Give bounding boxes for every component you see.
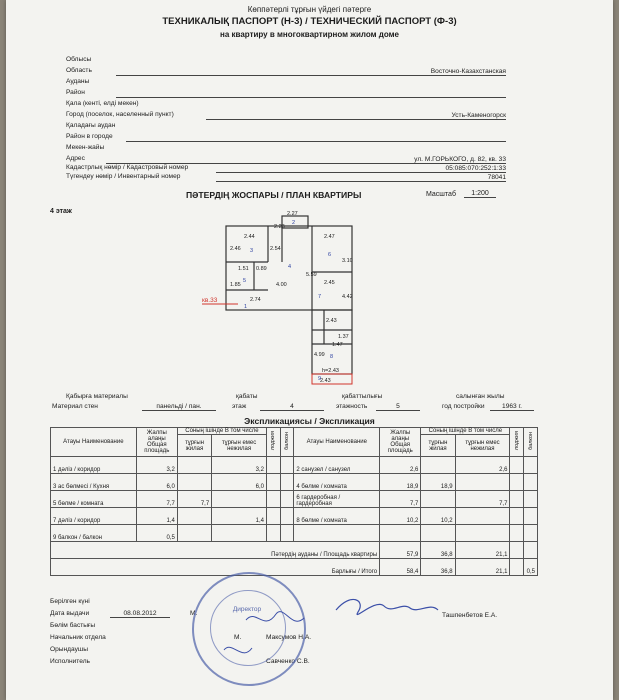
address-row: Мекен-жайы <box>66 144 105 151</box>
floor-value: 4 <box>260 403 324 411</box>
address-row: Район в городе <box>66 133 506 142</box>
room-number: 6 <box>328 252 332 258</box>
dim-label: 2.46 <box>230 246 241 252</box>
director-name: Ташпенбетов Е.А. <box>442 612 498 619</box>
seal-text: Директор <box>232 606 262 613</box>
executor-name: Савченко С.В. <box>266 658 310 665</box>
dim-label: 4.42 <box>342 294 353 300</box>
passport-sheet: Көппәтерлі тұрғын үйдегі пәтерге ТЕХНИКАЛЫҚ ПАСПОРТ (Н-3) / ТЕХНИЧЕСКИЙ ПАСПОРТ (Ф-3) на квартиру в многоквартирном жилом доме Облысы Область Восточно-Казахстанская Ауданы Район Қала (кенті, елді мекен) Город (поселок, населенный пункт) Усть-Каменогорск Қаладағы аудан Район в городе Мекен-жайы Адрес ул. М.ГОРЬКОГО, д. 82, кв. 33 Кадастрлық нөмір / Кадастровый номер 05:085:070:252:1:33 Түгендеу нөмір / Инвентарный номер 78041 ПӘТЕРДІҢ ЖОСПАРЫ / ПЛАН КВАРТИРЫ Масштаб 1:200 4 этаж 2.27 2.23 2.44 2.46 2.54 2.47 3.10 1.51 0.89 5.59 1.85 4.00 2.45 4.42 2.74 2.43 1.37 1.47 4.99 2.43 h=2.43 кв.33 2 3 5 1 4 7 6 8 9 Қабырға материалы Материал стен панельді / пан. қабаты этаж 4 қабаттылығы этажность 5 салынған жылы год постройки 1963 г. Экспликациясы / Экспликация Атауы Наименование Жалпы алаңы Общая площадь Соның ішінде В том числе лоджия балкон Атауы Наименование Жалпы алаңы Общая площадь Соның ішінде В том числе лоджия балкон тұрғын жилая тұрғын емес нежилая тұрғын жилая тұрғын емес нежилая 1 дәліз / коридор 3,2 3,2 2 санузел / санузел 2,6 2,6 3 ас бөлмесі / Кухня 6,0 6,0 4 бөлме / комната 18,9 18,9 5 бөлме / комната 7,7 7,7 6 гардеробная / гардеробная 7,7 7,7 7 дәліз / коридор 1,4 1,4 8 бөлме / комната 10,2 10,2 9 балкон / балкон 0,5 Пәтердің ауданы / Площадь квартиры 57,9 36,8 21,1 Барлығы / Итого 58,4 36,8 21,1 0,5 Берілген күні Дата выдачи 08.08.2012 М. Бөлім бастығы Начальник отдела М. Максумов Н.А. Орындаушы Исполнитель Савченко С.В. Ташпенбетов Е.А. Директор <box>6 0 613 700</box>
room-number: 9 <box>318 376 322 382</box>
dim-label: 2.43 <box>326 318 337 324</box>
room-number: 7 <box>318 294 322 300</box>
dim-label: 0.89 <box>256 266 267 272</box>
dim-label: 2.45 <box>324 280 335 286</box>
explication-table <box>50 427 538 576</box>
dim-label: 2.54 <box>270 246 281 252</box>
address-row: Ауданы <box>66 78 90 85</box>
col-header-loggia: лоджия <box>267 428 281 457</box>
seal-inner-ring <box>210 590 286 666</box>
dim-label: 4.00 <box>276 282 287 288</box>
room-number: 4 <box>288 264 292 270</box>
address-row: Район <box>66 89 506 98</box>
title-sub: на квартиру в многоквартирном жилом доме <box>220 30 399 39</box>
floor-plan <box>6 0 613 700</box>
dim-label: 2.23 <box>274 224 285 230</box>
dim-label: 4.99 <box>314 352 325 358</box>
col-header-living: тұрғын жилая <box>421 435 455 457</box>
subtotal-row: Пәтердің ауданы / Площадь квартиры 57,9 36,8 21,1 <box>51 542 538 559</box>
table-row: 9 балкон / балкон 0,5 <box>51 525 538 542</box>
col-header-name: Атауы Наименование <box>294 428 380 457</box>
head-name: Максумов Н.А. <box>266 634 312 641</box>
col-header-incl: Соның ішінде В том числе <box>421 428 510 435</box>
room-number: 3 <box>250 248 254 254</box>
scale-label: Масштаб <box>426 191 456 198</box>
dim-label: 2.47 <box>324 234 335 240</box>
storeys-value: 5 <box>376 403 420 411</box>
table-row: 1 дәліз / коридор 3,2 3,2 2 санузел / санузел 2,6 2,6 <box>51 457 538 474</box>
room-number: 5 <box>243 278 247 284</box>
dim-label: 1.85 <box>230 282 241 288</box>
dim-label: h=2.43 <box>322 368 339 374</box>
dim-label: 1.37 <box>338 334 349 340</box>
address-row: Область Восточно-Казахстанская <box>66 67 506 75</box>
room-number: 2 <box>292 220 296 226</box>
col-header-nonliving: тұрғын емес нежилая <box>212 435 267 457</box>
plan-title: ПӘТЕРДІҢ ЖОСПАРЫ / ПЛАН КВАРТИРЫ <box>186 190 362 200</box>
table-row: 3 ас бөлмесі / Кухня 6,0 6,0 4 бөлме / комната 18,9 18,9 <box>51 474 538 491</box>
dim-label: 2.44 <box>244 234 255 240</box>
table-row: 7 дәліз / коридор 1,4 1,4 8 бөлме / комната 10,2 10,2 <box>51 508 538 525</box>
materials-block: Қабырға материалы Материал стен панельді / пан. қабаты этаж 4 қабаттылығы этажность 5 салынған жылы год постройки 1963 г. <box>46 393 566 413</box>
year-value: 1963 г. <box>490 403 534 411</box>
col-header-balcony: балкон <box>280 428 294 457</box>
col-header-incl: Соның ішінде В том числе <box>177 428 266 435</box>
total-row: Барлығы / Итого 58,4 36,8 21,1 0,5 <box>51 559 538 576</box>
dim-label: 5.59 <box>306 272 317 278</box>
dim-label: 3.10 <box>342 258 353 264</box>
dim-label: 1.47 <box>332 342 343 348</box>
col-header-living: тұрғын жилая <box>177 435 211 457</box>
room-number: 1 <box>244 304 248 310</box>
address-row: Түгендеу нөмір / Инвентарный номер 78041 <box>66 173 506 181</box>
title-kz: Көппәтерлі тұрғын үйдегі пәтерге <box>247 5 372 14</box>
address-row: Қаладағы аудан <box>66 122 116 129</box>
explication-title: Экспликациясы / Экспликация <box>244 416 375 426</box>
table-row: 5 бөлме / комната 7,7 7,7 6 гардеробная / гардеробная 7,7 7,7 <box>51 491 538 508</box>
col-header-name: Атауы Наименование <box>51 428 137 457</box>
address-row: Қала (кенті, елді мекен) <box>66 100 139 107</box>
dim-label: 2.27 <box>287 211 298 217</box>
address-row: Город (поселок, населенный пункт) Усть-Каменогорск <box>66 111 506 119</box>
floor-label: 4 этаж <box>50 208 72 215</box>
address-row: Кадастрлық нөмір / Кадастровый номер 05:085:070:252:1:33 <box>66 164 506 172</box>
scale-value: 1:200 <box>464 190 496 198</box>
col-header-nonliving: тұрғын емес нежилая <box>455 435 510 457</box>
col-header-total: Жалпы алаңы Общая площадь <box>380 428 421 457</box>
address-row: Адрес ул. М.ГОРЬКОГО, д. 82, кв. 33 <box>66 155 506 163</box>
col-header-loggia: лоджия <box>510 428 524 457</box>
col-header-balcony: балкон <box>524 428 538 457</box>
wall-material-value: панельді / пан. <box>142 403 216 411</box>
dim-label: 2.74 <box>250 297 261 303</box>
title-main: ТЕХНИКАЛЫҚ ПАСПОРТ (Н-3) / ТЕХНИЧЕСКИЙ ПАСПОРТ (Ф-3) <box>162 16 457 27</box>
issue-date: 08.08.2012 <box>110 610 170 618</box>
col-header-total: Жалпы алаңы Общая площадь <box>136 428 177 457</box>
room-number: 8 <box>330 354 334 360</box>
apartment-tag: кв.33 <box>202 297 218 304</box>
address-row: Облысы <box>66 56 92 63</box>
dim-label: 1.51 <box>238 266 249 272</box>
dim-label: 2.43 <box>320 378 331 384</box>
